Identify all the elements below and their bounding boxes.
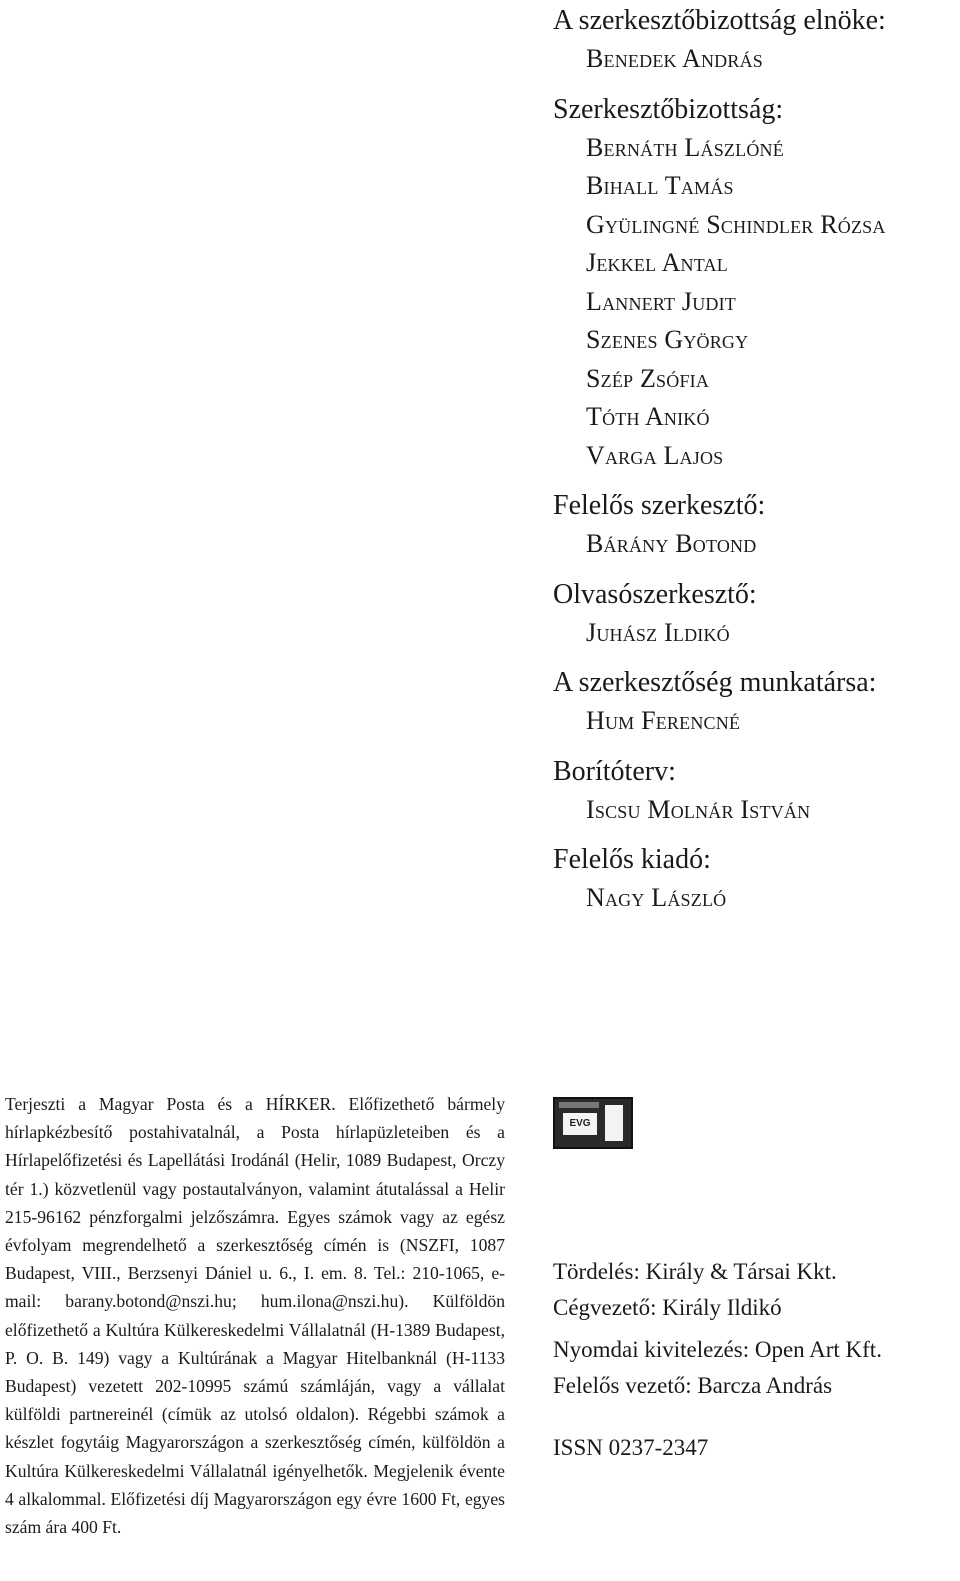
masthead-role: A szerkesztőbizottság elnöke: — [553, 5, 886, 36]
masthead-name: Tóth Anikó — [586, 402, 710, 431]
masthead-role: Olvasószerkesztő: — [553, 578, 757, 610]
masthead-name: Bárány Botond — [586, 529, 757, 558]
distribution-paragraph: Terjeszti a Magyar Posta és a HÍRKER. Előfizethető bármely hírlapkézbesítő postahivatalnál, a Posta hírlapüzleteiben és a Hírlapelőfizetési és Lapellátási Irodánál (Helir, 1089 Budapest, Orczy tér 1.) közvetlenül vagy postautalványon, valamint átutalással a Helir 215-96162 pénzforgalmi jelzőszámra. Egyes számok vagy az egész évfolyam megrendelhető a szerkesztőség címén is (NSZFI, 1087 Budapest, VIII., Berzsenyi Dániel u. 6., I. em. 8. Tel.: 210-1065, e-mail: barany.botond@nszi.hu; hum.ilona@nszi.hu). Külföldön előfizethető a Kultúra Külkereskedelmi Vállalatnál (H-1389 Budapest, P. O. B. 149) vagy a Kultúrának a Magyar Hitelbanknál (H-1133 Budapest) vezetett 202-10995 számú számláján, vagy a vállalat külföldi partnereinél (címük az utolsó oldalon). Régebbi számok a készlet fogytáig Magyarországon a szerkesztőség címén, külföldön a Kultúra Külkereskedelmi Vállalatnál igényelhetők. Megjelenik évente 4 alkalommal. Előfizetési díj Magyarországon egy évre 1600 Ft, egyes szám ára 400 Ft. — [5, 1094, 505, 1538]
masthead-name: Benedek András — [586, 44, 763, 73]
issn-line: ISSN 0237-2347 — [553, 1435, 709, 1460]
masthead-name: Lannert Judit — [586, 286, 736, 316]
masthead-name: Jekkel Antal — [586, 248, 728, 277]
logo-text: EVG — [563, 1113, 597, 1135]
masthead-role: A szerkesztőség munkatársa: — [553, 667, 877, 698]
masthead-group — [553, 2, 953, 79]
masthead-group — [553, 487, 953, 564]
masthead-name: Hum Ferencné — [586, 706, 741, 735]
masthead-role: Felelős szerkesztő: — [553, 490, 766, 521]
masthead-name: Varga Lajos — [586, 440, 724, 470]
printer-line: Nyomdai kivitelezés: Open Art Kft. — [553, 1337, 882, 1362]
masthead-name: Szép Zsófia — [586, 363, 710, 393]
logo-strip — [559, 1102, 599, 1108]
masthead-role: Felelős kiadó: — [553, 844, 711, 875]
masthead-name: Bihall Tamás — [586, 171, 734, 200]
masthead-name: Szenes György — [586, 325, 749, 354]
masthead-name: Iscsu Molnár István — [586, 794, 811, 824]
masthead — [553, 0, 953, 930]
masthead-group — [553, 841, 953, 918]
printing-info — [553, 1254, 953, 1466]
masthead-name: Nagy László — [586, 883, 727, 912]
ceo-line: Cégvezető: Király Ildikó — [553, 1295, 782, 1320]
masthead-role: Szerkesztőbizottság: — [553, 93, 784, 125]
masthead-group — [553, 91, 953, 476]
manager-line: Felelős vezető: Barcza András — [553, 1373, 833, 1398]
masthead-group — [553, 576, 953, 653]
publisher-logo — [553, 1097, 633, 1149]
masthead-name: Juhász Ildikó — [586, 617, 730, 647]
masthead-group — [553, 753, 953, 830]
logo-emblem — [605, 1105, 623, 1141]
masthead-name: Gyülingné Schindler Rózsa — [586, 209, 886, 239]
masthead-group — [553, 664, 953, 741]
masthead-role: Borítóterv: — [553, 755, 676, 787]
masthead-name: Bernáth Lászlóné — [586, 132, 784, 162]
typesetting-line: Tördelés: Király & Társai Kkt. — [553, 1259, 837, 1284]
